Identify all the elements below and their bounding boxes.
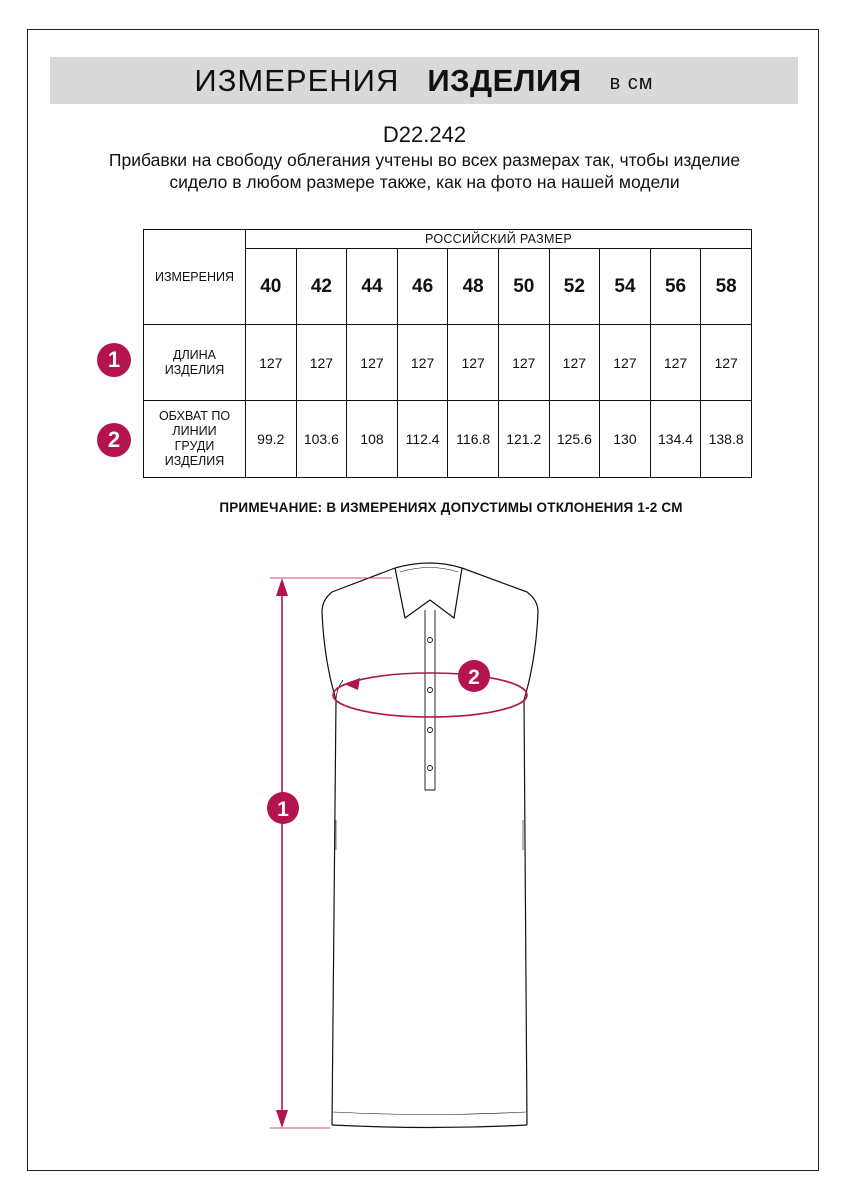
- sketch-marker-length: [267, 792, 299, 824]
- size-cell: 52: [549, 249, 600, 325]
- button-dot: [428, 766, 433, 771]
- value-cell: 127: [397, 325, 448, 401]
- size-cell: 58: [701, 249, 752, 325]
- size-cell: 50: [498, 249, 549, 325]
- value-cell: 99.2: [246, 401, 297, 478]
- value-cell: 108: [347, 401, 398, 478]
- value-cell: 116.8: [448, 401, 499, 478]
- chest-measure-ellipse: [333, 673, 527, 717]
- dress-outline: [322, 563, 538, 1128]
- svg-text:1: 1: [277, 798, 289, 821]
- tolerance-remark: ПРИМЕЧАНИЕ: В ИЗМЕРЕНИЯХ ДОПУСТИМЫ ОТКЛОНЕНИЯ 1-2 СМ: [219, 500, 683, 515]
- value-cell: 127: [549, 325, 600, 401]
- size-cell: 40: [246, 249, 297, 325]
- svg-text:2: 2: [468, 666, 480, 689]
- article-number: D22.242: [382, 122, 467, 147]
- sketch-marker-chest: [458, 660, 490, 692]
- value-cell: 127: [296, 325, 347, 401]
- value-cell: 134.4: [650, 401, 701, 478]
- arrow-up-icon: [276, 578, 288, 596]
- button-dot: [428, 728, 433, 733]
- title-regular: ИЗМЕРЕНИЯ: [194, 62, 400, 98]
- corner-label: ИЗМЕРЕНИЯ: [144, 230, 246, 325]
- row-label-length: ДЛИНА ИЗДЕЛИЯ: [144, 325, 246, 401]
- title-bold: ИЗДЕЛИЯ: [427, 62, 582, 98]
- size-cell: 56: [650, 249, 701, 325]
- size-cell: 46: [397, 249, 448, 325]
- arrow-left-icon: [344, 678, 360, 690]
- value-cell: 125.6: [549, 401, 600, 478]
- size-cell: 44: [347, 249, 398, 325]
- marker-chest: 2: [97, 423, 131, 457]
- value-cell: 130: [600, 401, 651, 478]
- value-cell: 127: [600, 325, 651, 401]
- title-unit: в см: [609, 72, 654, 94]
- value-cell: 127: [650, 325, 701, 401]
- fit-note: Прибавки на свободу облегания учтены во всех размерах так, чтобы изделие сидело в любом размере также, как на фото на нашей модели: [108, 150, 741, 192]
- value-cell: 127: [448, 325, 499, 401]
- value-cell: 103.6: [296, 401, 347, 478]
- size-cell: 54: [600, 249, 651, 325]
- size-cell: 48: [448, 249, 499, 325]
- value-cell: 127: [347, 325, 398, 401]
- length-measure-line: [270, 578, 392, 1128]
- value-cell: 127: [246, 325, 297, 401]
- button-dot: [428, 688, 433, 693]
- value-cell: 121.2: [498, 401, 549, 478]
- value-cell: 127: [498, 325, 549, 401]
- value-cell: 127: [701, 325, 752, 401]
- value-cell: 138.8: [701, 401, 752, 478]
- value-cell: 112.4: [397, 401, 448, 478]
- button-row: [428, 638, 433, 771]
- button-dot: [428, 638, 433, 643]
- arrow-down-icon: [276, 1110, 288, 1128]
- size-cell: 42: [296, 249, 347, 325]
- row-label-chest: ОБХВАТ ПО ЛИНИИ ГРУДИ ИЗДЕЛИЯ: [144, 401, 246, 478]
- region-label: РОССИЙСКИЙ РАЗМЕР: [246, 230, 752, 249]
- marker-length: 1: [97, 343, 131, 377]
